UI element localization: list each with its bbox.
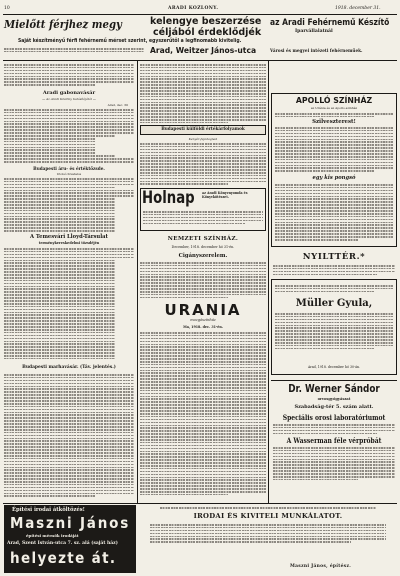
temesvar-heading: A Temesvári Lloyd-Társulat <box>30 234 108 240</box>
wasserman-title: A Wasserman féle vérpróbát <box>286 436 382 445</box>
ad-own-brand: Saját készítményű férfi fehérnemű mérset szerint, egyszerűtől a legfinomabb kivitelig. <box>18 38 242 44</box>
cigany-title: Cigányszerelem. <box>178 253 228 259</box>
bottom-right-ad <box>140 505 396 573</box>
urania-note: Ma, 1918. dec. 31-én. <box>183 325 223 329</box>
newspaper-title: ARADI KOZLONY. <box>168 6 219 11</box>
urania-title: URANIA <box>164 301 242 319</box>
ad-right-sub: Iparvállalatnál <box>295 29 333 34</box>
table-heading: Budapesti külföldi értékárfolyamok <box>161 126 245 131</box>
issue-date: 1918. december 31. <box>335 6 381 11</box>
budapest-sub: Utolsó hivatalos <box>56 172 82 176</box>
holnap-title: Holnap <box>142 188 195 208</box>
left-column <box>4 63 134 503</box>
weather-heading: Aradi gabonavásár <box>42 90 96 96</box>
ad-mid-title-2: céljából érdeklődjék <box>153 27 262 38</box>
nemzeti-date: December, 1918. december hó 31-én. <box>171 245 235 249</box>
temesvar-sub: terménykereskedelmi tőzsdéjén <box>38 241 100 245</box>
maszni-sign: Maszni János, építész. <box>290 564 352 569</box>
maszni-line-4: Arad, Szent István-utca 7. sz. alá (saját ház) <box>7 540 118 546</box>
specialis-title: Speciális orosi laboratóriumot <box>282 413 386 422</box>
maszni-line-2: Maszni János <box>10 514 131 532</box>
werner-address: Szabadság-tér 5. szám alatt. <box>294 404 374 410</box>
muller-sub: Arad, 1918. december hó 30-án. <box>307 365 361 369</box>
ad-city-note: Városi és megyei intézeti fehérneműek. <box>270 48 363 53</box>
apollo-title: APOLLÓ SZÍNHÁZ <box>295 96 373 105</box>
table-sub: Kenyér-fejadagnak <box>188 137 218 141</box>
irodai-title: IRODAI ÉS KIVITELI MUNKÁLATOT. <box>193 512 343 520</box>
muller-name: Müller Gyula, <box>295 298 373 309</box>
maszni-line-3: építési mérnök irodáját <box>26 533 79 538</box>
header-rule <box>3 14 397 15</box>
date-line: Arad, dec. 30 <box>107 103 128 107</box>
maszni-line-1: Építési irodai átköltözés! <box>12 507 85 513</box>
holnap-side: az Aradi Könyvnyomda és Könyvkötészet. <box>202 191 248 199</box>
ad-band-rule <box>3 60 397 61</box>
egy-kis-title: egy kis pongsó <box>312 175 356 181</box>
ad-right-title: az Aradi Fehérnemű Készítő <box>270 18 390 28</box>
nemzeti-title: NEMZETI SZÍNHÁZ. <box>167 236 239 242</box>
ad-mid-title-1: kelengye beszerzése <box>150 16 262 27</box>
center-column <box>140 63 266 503</box>
right-column <box>271 63 397 503</box>
budapest-heading: Budapesti áru- és értéktőzsde. <box>33 166 105 171</box>
urania-sub: mozgószínház <box>190 318 216 322</box>
ad-left-title: Mielőtt férjhez megy <box>4 17 122 31</box>
werner-sub: orvosgyógyászat <box>317 397 351 401</box>
apollo-sub: az Uránia és az Apollo-szinház <box>310 106 358 110</box>
ad-address: Arad, Weitzer János-utca <box>150 46 257 55</box>
page-number: 10 <box>4 6 10 11</box>
maszni-line-5: helyezte át. <box>10 549 117 567</box>
werner-title: Dr. Werner Sándor <box>288 383 380 395</box>
marhavasar-heading: Budapesti marhavásár. (Táv. jelentés.) <box>22 365 116 370</box>
szilveszter-title: Szilveszterest! <box>312 119 356 125</box>
weather-sub: — Az Aradi Közlöny tudósítójától — <box>42 97 96 101</box>
nyiltter-title: NYILTTÉR.* <box>302 252 366 262</box>
